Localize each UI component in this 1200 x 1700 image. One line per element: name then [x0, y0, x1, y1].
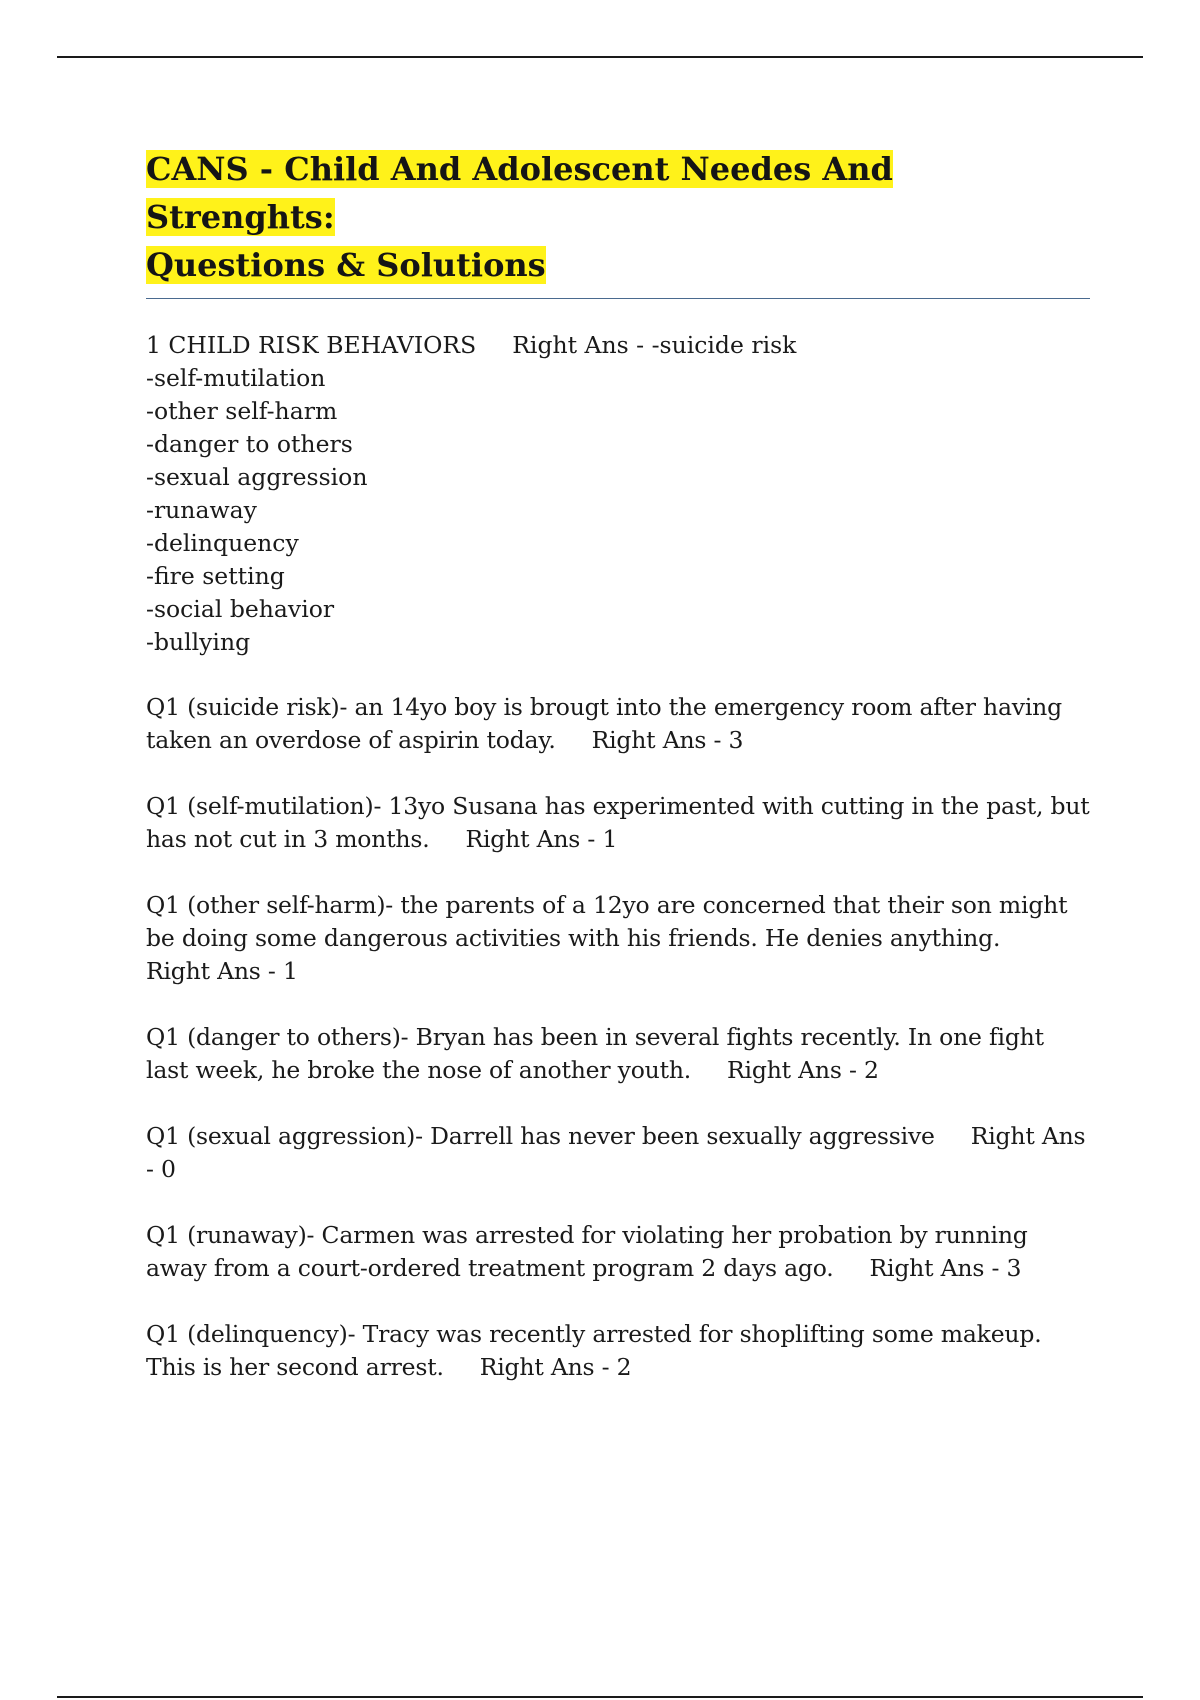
list-item: -bullying: [146, 628, 251, 656]
list-item: -delinquency: [146, 529, 299, 557]
question-text: Q1 (other self-harm)- the parents of a 12yo are concerned that their son might be doing some dangerous activities with his friends. He denies anything.: [146, 891, 1068, 952]
list-item: -self-mutilation: [146, 364, 326, 392]
list-item: -runaway: [146, 496, 257, 524]
list-item: -social behavior: [146, 595, 335, 623]
question-paragraph: [146, 790, 1090, 856]
question-text: Q1 (self-mutilation)- 13yo Susana has experimented with cutting in the past, but has not cut in 3 months.: [146, 792, 1090, 853]
question-text: Q1 (suicide risk)- an 14yo boy is brougt into the emergency room after having taken an overdose of aspirin today.: [146, 693, 1062, 754]
question-answer: Right Ans - 0: [146, 1122, 1086, 1183]
section-heading-row: [146, 329, 1090, 362]
question-text: Q1 (danger to others)- Bryan has been in several fights recently. In one fight last week, he broke the nose of another youth.: [146, 1023, 1044, 1084]
question-paragraph: [146, 1021, 1090, 1087]
question-answer: Right Ans - 3: [591, 726, 744, 754]
question-paragraph: [146, 691, 1090, 757]
document-page: [146, 148, 1090, 1417]
question-answer: Right Ans - 1: [465, 825, 618, 853]
document-content: [146, 329, 1090, 1384]
bottom-rule: [57, 1696, 1143, 1698]
list-item: -other self-harm: [146, 397, 338, 425]
top-rule: [57, 56, 1143, 58]
question-paragraph: [146, 1219, 1090, 1285]
document-title-line-2: Questions & Solutions: [146, 246, 546, 284]
question-paragraph: [146, 1120, 1090, 1186]
question-paragraph: [146, 1318, 1090, 1384]
list-item: -danger to others: [146, 430, 353, 458]
question-answer: Right Ans - 1: [146, 957, 298, 985]
question-answer: Right Ans - 3: [869, 1254, 1022, 1282]
list-item: -fire setting: [146, 562, 285, 590]
question-text: Q1 (runaway)- Carmen was arrested for violating her probation by running away from a court-ordered treatment program 2 days ago.: [146, 1221, 1028, 1282]
question-paragraph: [146, 889, 1090, 988]
question-answer: Right Ans - 2: [479, 1353, 632, 1381]
section-heading: 1 CHILD RISK BEHAVIORS: [146, 331, 477, 359]
list-item: -sexual aggression: [146, 463, 368, 491]
question-text: Q1 (delinquency)- Tracy was recently arrested for shoplifting some makeup. This is her second arrest.: [146, 1320, 1042, 1381]
risk-behaviors-list: [146, 362, 1090, 659]
document-title-line-1: CANS - Child And Adolescent Needes And Strenghts:: [146, 150, 893, 236]
title-block: [146, 148, 1090, 299]
question-text: Q1 (sexual aggression)- Darrell has never been sexually aggressive: [146, 1122, 935, 1150]
section-answer: Right Ans - -suicide risk: [512, 331, 797, 359]
question-answer: Right Ans - 2: [727, 1056, 879, 1084]
